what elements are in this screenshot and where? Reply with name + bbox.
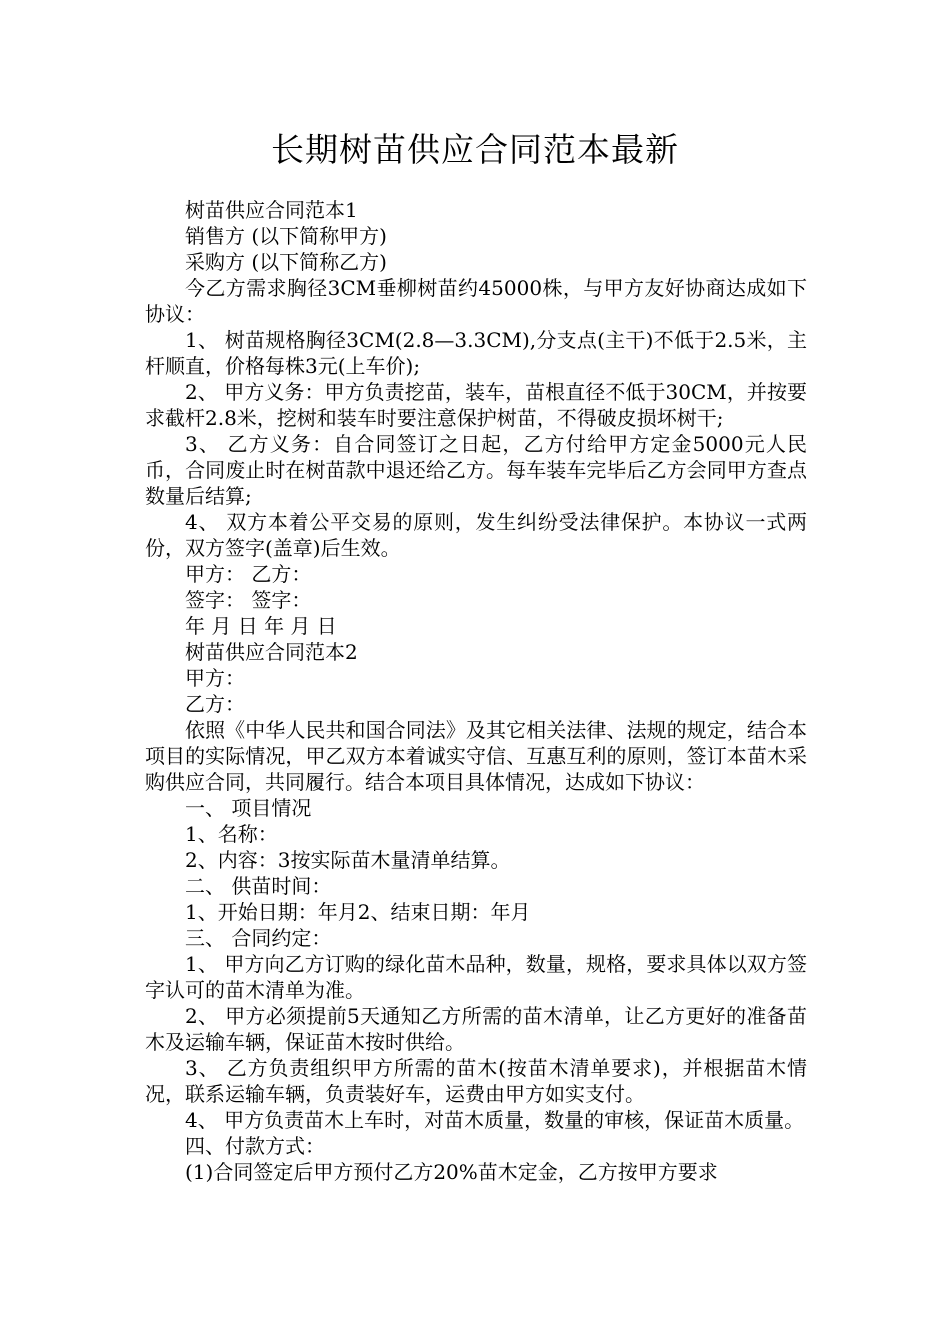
paragraph: 甲方： bbox=[185, 666, 245, 690]
paragraph: 采购方 (以下简称乙方) bbox=[185, 250, 387, 274]
paragraph: 1、 甲方向乙方订购的绿化苗木品种，数量，规格，要求具体以双方签字认可的苗木清单为准。 bbox=[145, 952, 807, 1002]
paragraph: 4、 甲方负责苗木上车时，对苗木质量，数量的审核，保证苗木质量。 bbox=[185, 1108, 805, 1132]
paragraph: 1、名称： bbox=[185, 822, 278, 846]
paragraph: 4、 双方本着公平交易的原则，发生纠纷受法律保护。本协议一式两份，双方签字(盖章)后生效。 bbox=[145, 510, 807, 560]
page-title: 长期树苗供应合同范本最新 bbox=[271, 130, 679, 169]
paragraph: 甲方： 乙方： bbox=[185, 562, 312, 586]
paragraph: 3、 乙方负责组织甲方所需的苗木(按苗木清单要求)，并根据苗木情况，联系运输车辆，负责装好车，运费由甲方如实支付。 bbox=[145, 1056, 807, 1106]
paragraph: 树苗供应合同范本1 bbox=[185, 198, 358, 222]
paragraph: 四、付款方式： bbox=[185, 1134, 325, 1158]
paragraph: 1、 树苗规格胸径3CM(2.8—3.3CM),分支点(主干)不低于2.5米，主杆顺直，价格每株3元(上车价); bbox=[145, 328, 807, 378]
paragraph: (1)合同签定后甲方预付乙方20%苗木定金，乙方按甲方要求 bbox=[185, 1160, 718, 1184]
paragraph: 三、 合同约定： bbox=[185, 926, 332, 950]
paragraph: 签字： 签字： bbox=[185, 588, 312, 612]
paragraph: 依照《中华人民共和国合同法》及其它相关法律、法规的规定，结合本项目的实际情况，甲乙双方本着诚实守信、互惠互利的原则，签订本苗木采购供应合同，共同履行。结合本项目具体情况，达成如下协议： bbox=[145, 718, 807, 794]
paragraph: 二、 供苗时间： bbox=[185, 874, 332, 898]
paragraph: 今乙方需求胸径3CM垂柳树苗约45000株，与甲方友好协商达成如下协议： bbox=[145, 276, 807, 326]
paragraph: 乙方： bbox=[185, 692, 245, 716]
paragraph: 2、内容：3按实际苗木量清单结算。 bbox=[185, 848, 511, 872]
document-body bbox=[145, 197, 807, 1185]
paragraph: 树苗供应合同范本2 bbox=[185, 640, 358, 664]
paragraph: 一、 项目情况 bbox=[185, 796, 312, 820]
paragraph: 2、 甲方义务：甲方负责挖苗，装车，苗根直径不低于30CM，并按要求截杆2.8米，挖树和装车时要注意保护树苗，不得破皮损坏树干; bbox=[145, 380, 807, 430]
paragraph: 年 月 日 年 月 日 bbox=[185, 614, 337, 638]
paragraph: 2、 甲方必须提前5天通知乙方所需的苗木清单，让乙方更好的准备苗木及运输车辆，保证苗木按时供给。 bbox=[145, 1004, 807, 1054]
paragraph: 销售方 (以下简称甲方) bbox=[185, 224, 387, 248]
paragraph: 3、 乙方义务：自合同签订之日起，乙方付给甲方定金5000元人民币，合同废止时在树苗款中退还给乙方。每车装车完毕后乙方会同甲方查点数量后结算; bbox=[145, 432, 807, 508]
paragraph: 1、开始日期：年月2、结束日期：年月 bbox=[185, 900, 531, 924]
